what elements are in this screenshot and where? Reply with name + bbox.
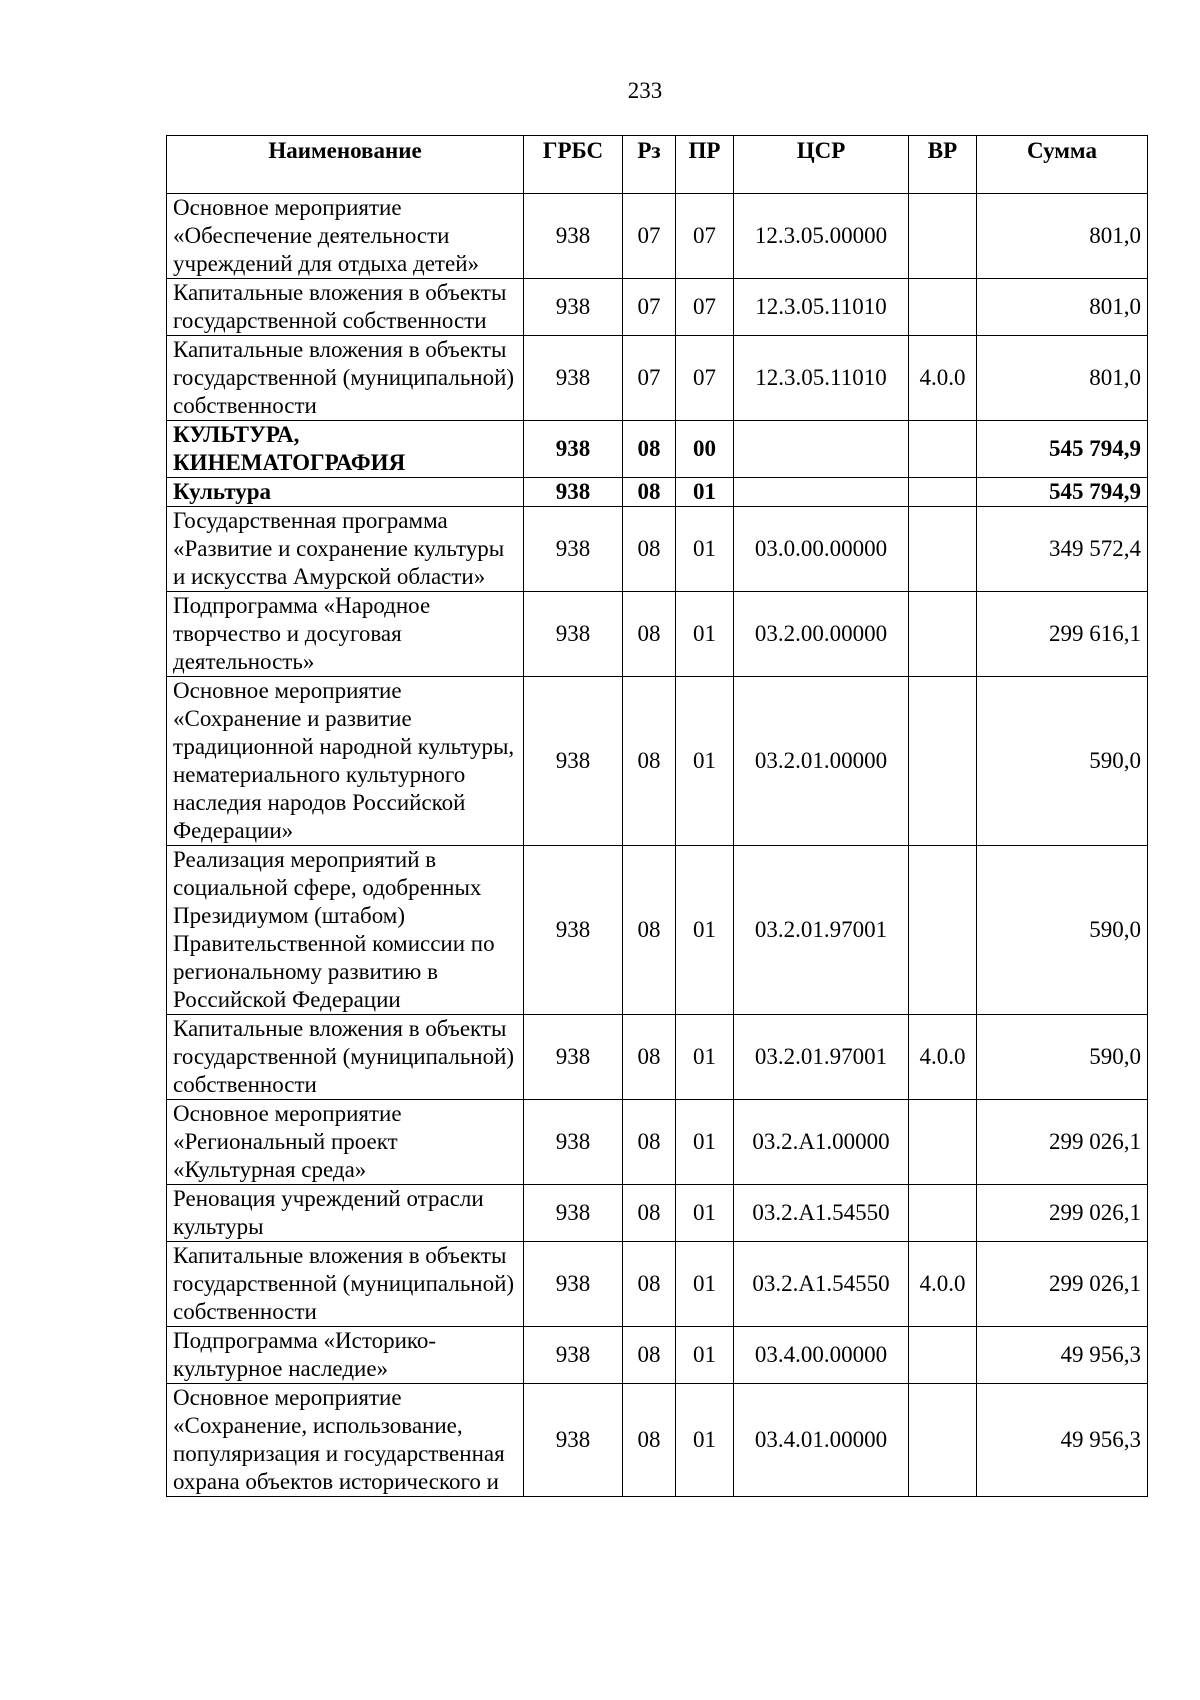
row-rz-cell: 08 (623, 1185, 676, 1242)
row-vr-cell (909, 846, 977, 1015)
header-sum: Сумма (977, 136, 1148, 194)
row-rz-cell: 08 (623, 1015, 676, 1100)
row-vr-cell (909, 1327, 977, 1384)
table-row (167, 194, 1148, 279)
row-vr-cell (909, 507, 977, 592)
row-name-cell: Основное мероприятие «Обеспечение деятельности учреждений для отдыха детей» (167, 194, 524, 279)
row-name-cell: Основное мероприятие «Сохранение, использование, популяризация и государственная охрана объектов исторического и (167, 1384, 524, 1497)
row-csr-cell: 03.2.A1.54550 (734, 1242, 909, 1327)
table-row (167, 1242, 1148, 1327)
row-rz-cell: 08 (623, 507, 676, 592)
row-vr-cell (909, 194, 977, 279)
row-grbs-cell: 938 (524, 478, 623, 507)
row-vr-cell (909, 677, 977, 846)
row-sum-cell: 801,0 (977, 279, 1148, 336)
row-rz-cell: 07 (623, 279, 676, 336)
row-csr-cell: 03.2.A1.54550 (734, 1185, 909, 1242)
row-name-cell: Реновация учреждений отрасли культуры (167, 1185, 524, 1242)
row-pr-cell: 01 (676, 507, 734, 592)
row-pr-cell: 01 (676, 1327, 734, 1384)
row-csr-cell: 03.4.00.00000 (734, 1327, 909, 1384)
row-name-cell: Государственная программа «Развитие и сохранение культуры и искусства Амурской области» (167, 507, 524, 592)
row-rz-cell: 08 (623, 421, 676, 478)
row-grbs-cell: 938 (524, 1327, 623, 1384)
row-rz-cell: 08 (623, 1100, 676, 1185)
row-vr-cell: 4.0.0 (909, 1015, 977, 1100)
row-pr-cell: 00 (676, 421, 734, 478)
table-row (167, 1100, 1148, 1185)
row-name-cell: Капитальные вложения в объекты государственной (муниципальной) собственности (167, 336, 524, 421)
table-body (167, 194, 1148, 1497)
header-csr: ЦСР (734, 136, 909, 194)
row-csr-cell: 03.2.01.00000 (734, 677, 909, 846)
row-grbs-cell: 938 (524, 1384, 623, 1497)
table-row (167, 677, 1148, 846)
row-vr-cell (909, 1185, 977, 1242)
row-pr-cell: 01 (676, 1242, 734, 1327)
row-pr-cell: 01 (676, 1100, 734, 1185)
row-name-cell: Капитальные вложения в объекты государственной (муниципальной) собственности (167, 1015, 524, 1100)
row-csr-cell: 12.3.05.11010 (734, 336, 909, 421)
table-header-row (167, 136, 1148, 194)
row-grbs-cell: 938 (524, 279, 623, 336)
row-grbs-cell: 938 (524, 592, 623, 677)
row-sum-cell: 299 026,1 (977, 1100, 1148, 1185)
row-pr-cell: 01 (676, 478, 734, 507)
row-rz-cell: 08 (623, 677, 676, 846)
row-sum-cell: 349 572,4 (977, 507, 1148, 592)
header-name: Наименование (167, 136, 524, 194)
row-sum-cell: 801,0 (977, 336, 1148, 421)
row-pr-cell: 01 (676, 1384, 734, 1497)
header-grbs: ГРБС (524, 136, 623, 194)
row-grbs-cell: 938 (524, 677, 623, 846)
row-rz-cell: 07 (623, 194, 676, 279)
table-row (167, 421, 1148, 478)
row-grbs-cell: 938 (524, 194, 623, 279)
row-vr-cell (909, 1384, 977, 1497)
row-csr-cell: 12.3.05.00000 (734, 194, 909, 279)
row-name-cell: Реализация мероприятий в социальной сфере, одобренных Президиумом (штабом) Правительственной комиссии по региональному развитию в Российской Федерации (167, 846, 524, 1015)
row-rz-cell: 07 (623, 336, 676, 421)
row-pr-cell: 07 (676, 279, 734, 336)
row-grbs-cell: 938 (524, 507, 623, 592)
row-name-cell: Капитальные вложения в объекты государственной собственности (167, 279, 524, 336)
row-vr-cell: 4.0.0 (909, 1242, 977, 1327)
row-csr-cell: 03.2.A1.00000 (734, 1100, 909, 1185)
row-sum-cell: 299 026,1 (977, 1185, 1148, 1242)
table-row (167, 279, 1148, 336)
row-sum-cell: 545 794,9 (977, 421, 1148, 478)
row-vr-cell: 4.0.0 (909, 336, 977, 421)
row-grbs-cell: 938 (524, 1100, 623, 1185)
row-grbs-cell: 938 (524, 1015, 623, 1100)
row-sum-cell: 590,0 (977, 846, 1148, 1015)
row-grbs-cell: 938 (524, 336, 623, 421)
table-row (167, 1015, 1148, 1100)
row-vr-cell (909, 421, 977, 478)
row-csr-cell (734, 421, 909, 478)
row-rz-cell: 08 (623, 592, 676, 677)
row-csr-cell: 12.3.05.11010 (734, 279, 909, 336)
table-row (167, 336, 1148, 421)
row-pr-cell: 01 (676, 592, 734, 677)
row-rz-cell: 08 (623, 1327, 676, 1384)
table-row (167, 507, 1148, 592)
row-csr-cell (734, 478, 909, 507)
row-sum-cell: 590,0 (977, 677, 1148, 846)
row-rz-cell: 08 (623, 1242, 676, 1327)
table-row (167, 478, 1148, 507)
row-vr-cell (909, 478, 977, 507)
row-csr-cell: 03.0.00.00000 (734, 507, 909, 592)
row-grbs-cell: 938 (524, 846, 623, 1015)
header-pr: ПР (676, 136, 734, 194)
table-row (167, 846, 1148, 1015)
row-sum-cell: 545 794,9 (977, 478, 1148, 507)
row-vr-cell (909, 1100, 977, 1185)
row-pr-cell: 01 (676, 1185, 734, 1242)
table-row (167, 1327, 1148, 1384)
row-name-cell: КУЛЬТУРА, КИНЕМАТОГРАФИЯ (167, 421, 524, 478)
row-name-cell: Подпрограмма «Народное творчество и досуговая деятельность» (167, 592, 524, 677)
row-pr-cell: 07 (676, 336, 734, 421)
row-grbs-cell: 938 (524, 421, 623, 478)
row-rz-cell: 08 (623, 846, 676, 1015)
row-sum-cell: 801,0 (977, 194, 1148, 279)
row-name-cell: Подпрограмма «Историко-культурное наследие» (167, 1327, 524, 1384)
row-name-cell: Капитальные вложения в объекты государственной (муниципальной) собственности (167, 1242, 524, 1327)
row-csr-cell: 03.2.01.97001 (734, 1015, 909, 1100)
row-sum-cell: 590,0 (977, 1015, 1148, 1100)
table-row (167, 1185, 1148, 1242)
row-csr-cell: 03.4.01.00000 (734, 1384, 909, 1497)
row-csr-cell: 03.2.01.97001 (734, 846, 909, 1015)
row-name-cell: Основное мероприятие «Региональный проект «Культурная среда» (167, 1100, 524, 1185)
row-rz-cell: 08 (623, 1384, 676, 1497)
row-sum-cell: 49 956,3 (977, 1327, 1148, 1384)
row-vr-cell (909, 279, 977, 336)
budget-table (166, 135, 1148, 1497)
row-pr-cell: 07 (676, 194, 734, 279)
row-grbs-cell: 938 (524, 1185, 623, 1242)
row-pr-cell: 01 (676, 846, 734, 1015)
row-sum-cell: 299 616,1 (977, 592, 1148, 677)
table-row (167, 1384, 1148, 1497)
page-number: 233 (627, 78, 663, 103)
row-sum-cell: 299 026,1 (977, 1242, 1148, 1327)
row-pr-cell: 01 (676, 1015, 734, 1100)
header-vr: ВР (909, 136, 977, 194)
row-grbs-cell: 938 (524, 1242, 623, 1327)
table-row (167, 592, 1148, 677)
row-pr-cell: 01 (676, 677, 734, 846)
row-sum-cell: 49 956,3 (977, 1384, 1148, 1497)
row-name-cell: Культура (167, 478, 524, 507)
row-csr-cell: 03.2.00.00000 (734, 592, 909, 677)
row-rz-cell: 08 (623, 478, 676, 507)
header-rz: Рз (623, 136, 676, 194)
row-name-cell: Основное мероприятие «Сохранение и развитие традиционной народной культуры, нематериального культурного наследия народов Российской Федерации» (167, 677, 524, 846)
row-vr-cell (909, 592, 977, 677)
